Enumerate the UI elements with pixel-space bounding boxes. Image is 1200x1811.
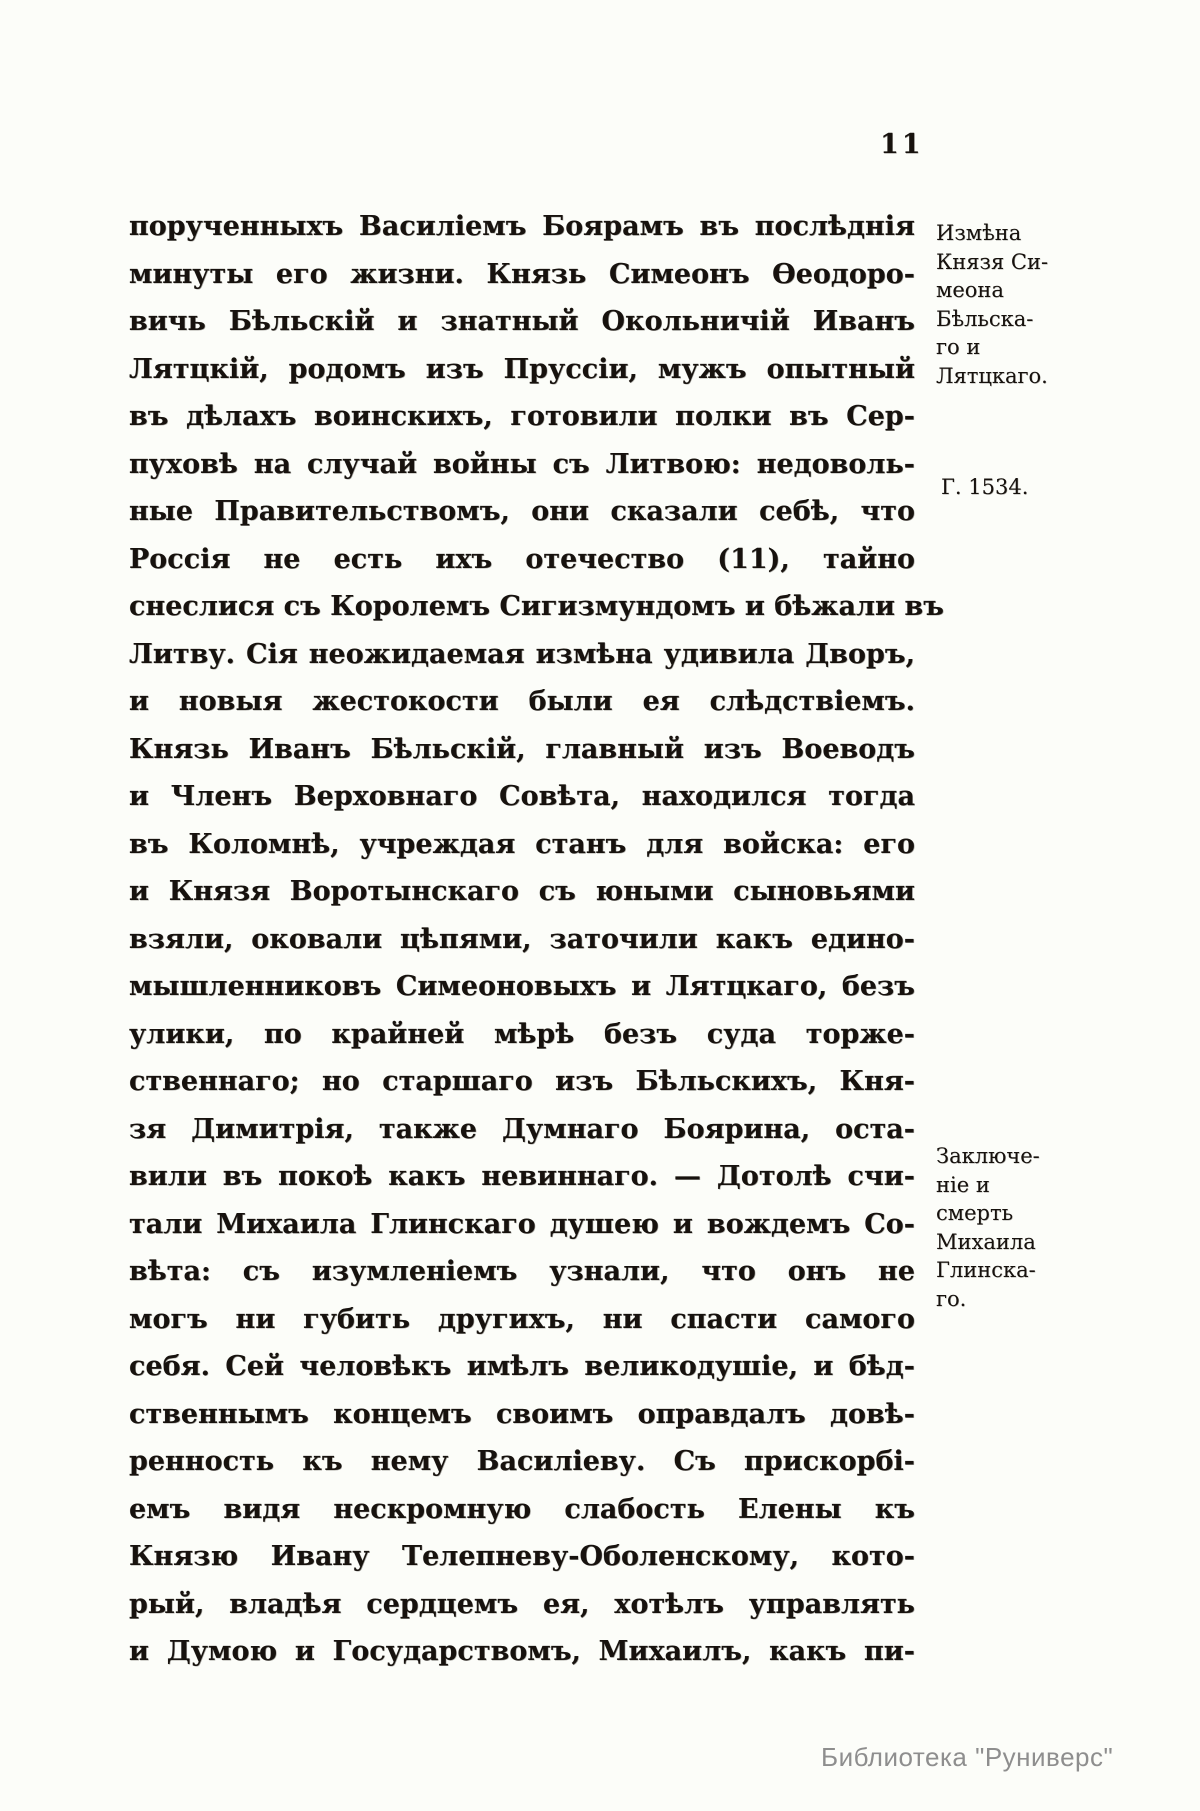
margin-note-line: Михаила bbox=[936, 1229, 1036, 1254]
text-line: и Князя Воротынскаго съ юными сыновьями bbox=[129, 876, 915, 907]
margin-note-glinsky-death bbox=[936, 1142, 1086, 1313]
margin-note-line: ніе и bbox=[936, 1172, 990, 1197]
text-line: улики, по крайней мѣрѣ безъ суда торже- bbox=[129, 1018, 915, 1050]
text-line: пуховѣ на случай войны съ Литвою: недоволь- bbox=[129, 448, 915, 480]
text-line: зя Димитрія, также Думнаго Боярина, оста- bbox=[129, 1113, 915, 1145]
margin-note-line: Бѣльска- bbox=[936, 306, 1034, 331]
margin-note-line: смерть bbox=[936, 1201, 1014, 1225]
margin-note-line: Князя Си- bbox=[936, 249, 1049, 274]
page-number: 11 bbox=[880, 129, 924, 160]
text-line: мышленниковъ Симеоновыхъ и Лятцкаго, безъ bbox=[129, 971, 915, 1002]
text-line: себя. Сей человѣкъ имѣлъ великодушіе, и бѣд- bbox=[129, 1351, 915, 1382]
text-line: ные Правительствомъ, они сказали себѣ, что bbox=[129, 496, 915, 527]
library-watermark: Библиотека "Руниверс" bbox=[821, 1742, 1114, 1772]
text-line: порученныхъ Василіемъ Боярамъ въ послѣднія bbox=[129, 211, 915, 242]
text-line: Лятцкій, родомъ изъ Пруссіи, мужъ опытный bbox=[129, 353, 915, 385]
margin-year-text: Г. 1534. bbox=[941, 475, 1029, 499]
text-line: Князь Иванъ Бѣльскій, главный изъ Воеводъ bbox=[129, 733, 915, 765]
margin-note-line: меона bbox=[936, 278, 1004, 302]
text-line: минуты его жизни. Князь Симеонъ Ѳеодоро- bbox=[129, 258, 915, 290]
main-text-block bbox=[129, 203, 944, 1676]
text-line: вичь Бѣльскій и знатный Окольничій Иванъ bbox=[129, 306, 915, 337]
text-line: Литву. Сія неожидаемая измѣна удивила Дворъ, bbox=[129, 638, 915, 670]
margin-note-line: Лятцкаго. bbox=[936, 363, 1048, 388]
text-line: могъ ни губить другихъ, ни спасти самого bbox=[129, 1303, 915, 1335]
text-line-with-footnote-ref: Россія не есть ихъ отечество (11), тайно bbox=[129, 543, 915, 575]
text-line: и новыя жестокости были ея слѣдствіемъ. bbox=[129, 686, 915, 717]
margin-note-line: го и bbox=[936, 335, 981, 359]
text-line: ренность къ нему Василіеву. Съ прискорбі- bbox=[129, 1446, 915, 1477]
margin-note-line: Заключе- bbox=[936, 1144, 1040, 1168]
text-line: вили въ покоѣ какъ невиннаго. — Дотолѣ счи- bbox=[129, 1161, 915, 1192]
text-line: въ Коломнѣ, учреждая станъ для войска: его bbox=[129, 828, 915, 860]
margin-note-line: Измѣна bbox=[936, 221, 1022, 245]
text-line: взяли, оковали цѣпями, заточили какъ едино- bbox=[129, 923, 915, 955]
margin-note-treason bbox=[936, 219, 1086, 390]
text-line: ственнымъ концемъ своимъ оправдалъ довѣ- bbox=[129, 1398, 915, 1430]
text-line: снеслися съ Королемъ Сигизмундомъ и бѣжали въ bbox=[129, 591, 944, 622]
text-line: Князю Ивану Телепневу-Оболенскому, кото- bbox=[129, 1541, 915, 1572]
text-line: ственнаго; но старшаго изъ Бѣльскихъ, Кня- bbox=[129, 1066, 915, 1097]
text-line: тали Михаила Глинскаго душею и вождемъ Со- bbox=[129, 1208, 915, 1240]
margin-year-note bbox=[941, 473, 1091, 501]
text-line: и Думою и Государствомъ, Михаилъ, какъ пи- bbox=[129, 1636, 915, 1667]
text-line: вѣта: съ изумленіемъ узнали, что онъ не bbox=[129, 1256, 915, 1287]
text-line: въ дѣлахъ воинскихъ, готовили полки въ Сер- bbox=[129, 401, 915, 432]
text-line: рый, владѣя сердцемъ ея, хотѣлъ управлять bbox=[129, 1588, 915, 1620]
margin-note-line: го. bbox=[936, 1286, 967, 1311]
text-line: и Членъ Верховнаго Совѣта, находился тогда bbox=[129, 781, 915, 812]
text-line: емъ видя нескромную слабость Елены къ bbox=[129, 1493, 915, 1525]
margin-note-line: Глинска- bbox=[936, 1258, 1036, 1282]
